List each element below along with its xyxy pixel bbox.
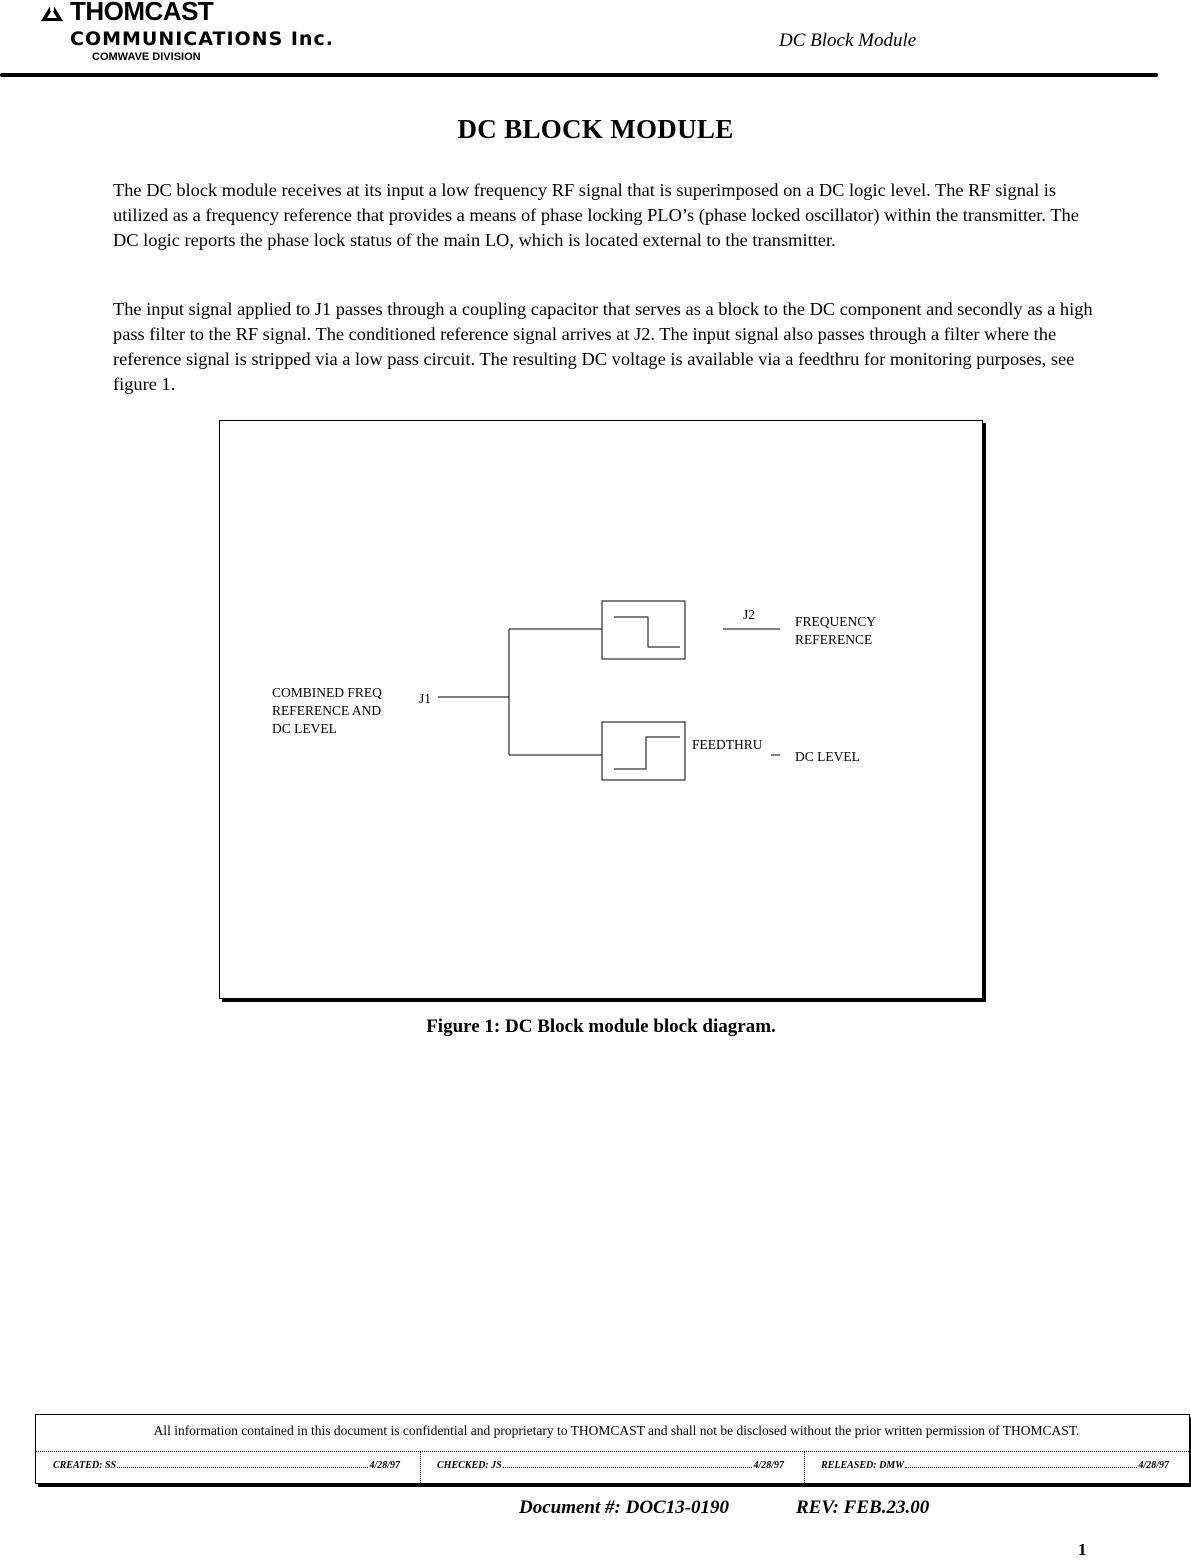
released-date: 4/28/97: [1138, 1460, 1169, 1471]
footer-box: [35, 1414, 1190, 1484]
document-revision: REV: FEB.23.00: [796, 1497, 930, 1518]
created-date: 4/28/97: [369, 1460, 400, 1471]
company-division: COMWAVE DIVISION: [92, 51, 201, 63]
frequency-reference-label: FREQUENCY REFERENCE: [795, 614, 877, 647]
body-paragraph: The DC block module receives at its input a low frequency RF signal that is superimposed on a DC logic level. The RF signal is utilized as a frequency reference that provides a means of phase locking PLO’s (phase locked oscillator) within the transmitter. The DC logic reports the phase lock status of the main LO, which is located external to the transmitter.: [113, 180, 1079, 250]
j1-label: J1: [419, 691, 432, 706]
j2-label: J2: [743, 607, 756, 622]
released-label: RELEASED: DMW: [821, 1460, 905, 1471]
body-paragraph: The input signal applied to J1 passes through a coupling capacitor that serves as a block to the DC component and secondly as a high pass filter to the RF signal. The conditioned reference signal arrives at J2. The input signal also passes through a filter where the reference signal is stripped via a low pass circuit. The resulting DC voltage is available via a feedthru for monitoring purposes, see figure 1.: [113, 299, 1093, 394]
figure-caption: Figure 1: DC Block module block diagram.: [426, 1016, 776, 1037]
company-logo-icon: [40, 2, 64, 22]
header-rule: [0, 73, 1158, 77]
page-title: DC BLOCK MODULE: [457, 114, 734, 144]
high-pass-filter-symbol: [614, 617, 680, 647]
confidentiality-notice: All information contained in this document is confidential and proprietary to THOMCAST and shall not be disclosed without the prior written permission of THOMCAST.: [153, 1423, 1080, 1438]
leader-dots: [503, 1459, 753, 1468]
checked-cell: [420, 1451, 805, 1483]
page-number: 1: [1078, 1540, 1087, 1559]
created-label: CREATED: SS: [53, 1460, 117, 1471]
leader-dots: [905, 1459, 1137, 1468]
high-pass-filter-block: [602, 601, 685, 659]
released-cell: [804, 1451, 1189, 1483]
document-number: Document #: DOC13-0190: [519, 1497, 730, 1518]
feedthru-label: FEEDTHRU: [692, 737, 763, 752]
company-subtitle: COMMUNICATIONS Inc.: [70, 28, 334, 50]
dc-level-label: DC LEVEL: [795, 749, 860, 764]
low-pass-filter-symbol: [614, 737, 680, 769]
company-name: THOMCAST: [70, 0, 214, 26]
checked-label: CHECKED: JS: [437, 1460, 502, 1471]
leader-dots: [117, 1459, 368, 1468]
input-label: COMBINED FREQ REFERENCE AND DC LEVEL: [272, 685, 382, 736]
running-header-title: DC Block Module: [779, 30, 917, 51]
checked-date: 4/28/97: [753, 1460, 784, 1471]
figure-frame: [219, 420, 983, 999]
created-cell: [36, 1451, 421, 1483]
low-pass-filter-block: [602, 722, 685, 780]
